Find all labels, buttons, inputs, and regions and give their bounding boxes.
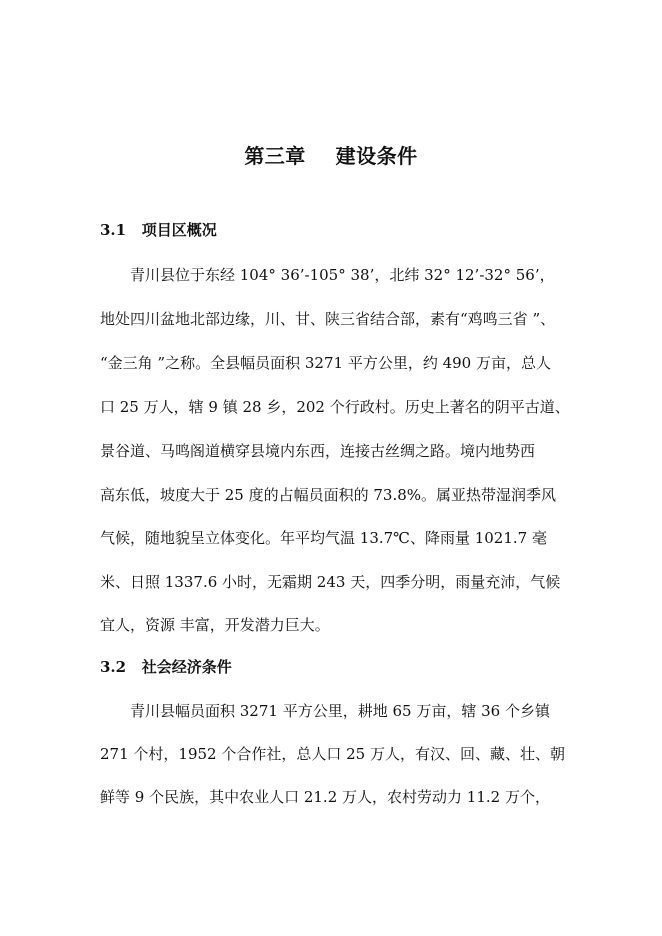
- paragraph-line: 271 个村，1952 个合作社，总人口 25 万人，有汉、回、藏、壮、朝: [100, 745, 565, 763]
- paragraph-line: 景谷道、马鸣阁道横穿县境内东西，连接古丝绸之路。境内地势西: [100, 442, 536, 460]
- paragraph-line: 地处四川盆地北部边缘，川、甘、陕三省结合部，素有“鸡鸣三省 ”、: [100, 310, 556, 328]
- paragraph-line: 米、日照 1337.6 小时，无霜期 243 天，四季分明，雨量充沛，气候: [100, 573, 561, 591]
- paragraph-line: 宜人，资源 丰富，开发潜力巨大。: [100, 616, 330, 634]
- paragraph-line: 鲜等 9 个民族，其中农业人口 21.2 万人，农村劳动力 11.2 万个，: [100, 788, 550, 806]
- section-heading-3-2: 3.2 社会经济条件: [100, 658, 232, 676]
- paragraph-line: 口 25 万人，辖 9 镇 28 乡，202 个行政村。历史上著名的阴平古道、: [100, 398, 570, 416]
- section-heading-3-1: 3.1 项目区概况: [100, 221, 217, 239]
- paragraph-line: 青川县幅员面积 3271 平方公里，耕地 65 万亩，辖 36 个乡镇: [130, 702, 550, 720]
- paragraph-line: 气候，随地貌呈立体变化。年平均气温 13.7℃、降雨量 1021.7 毫: [100, 529, 547, 547]
- paragraph-line: 青川县位于东经 104° 36’-105° 38’，北纬 32° 12’-32° 56’，: [130, 266, 555, 284]
- chapter-title: 第三章 建设条件: [244, 144, 418, 168]
- paragraph-line: 高东低，坡度大于 25 度的占幅员面积的 73.8%。属亚热带湿润季风: [100, 486, 557, 504]
- paragraph-line: “金三角 ”之称。全县幅员面积 3271 平方公里，约 490 万亩，总人: [100, 354, 551, 372]
